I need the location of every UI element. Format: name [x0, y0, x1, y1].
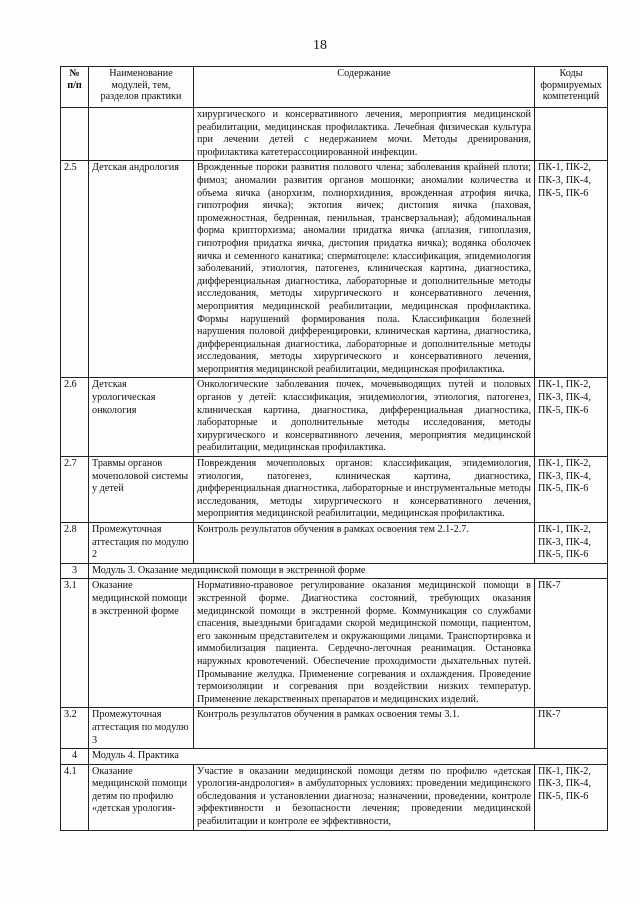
- row-codes: ПК-1, ПК-2, ПК-3, ПК-4, ПК-5, ПК-6: [535, 457, 608, 523]
- row-content: Врожденные пороки развития полового члена; заболевания крайней плоти; фимоз; аномалии развития органов мошонки; аномалии количества и объема яичка (анорхизм, полиорхидиния, врожденная атрофия яичка, гипотрофия яичка); эктопия яичек; дистопия яичка (паховая, промежностная, бедренная, пенильная, трансверзальная); абдоминальная форма крипторхизма; аномалии придатка яичка (аплазия, гипоплазия, гипотрофия придатка яичка, дистопия придатка яичка); водянка оболочек яичка и семенного канатика; сперматоцеле: классификация, эпидемиология заболеваний, этиология, патогенез, клиническая картина, диагностика, дифференциальная диагностика, лабораторные и дополнительные методы исследования, методы хирургического и консервативного лечения, мероприятия медицинской реабилитации, медицинская профилактика. Формы нарушений формирования пола. Классификация болезней нарушения половой дифференцировки, клиническая картина, диагностика, дифференциальная диагностика, лабораторные и дополнительные методы исследования, методы хирургического и консервативного лечения, мероприятия медицинской реабилитации, медицинская профилактика.: [194, 161, 535, 378]
- row-name: [89, 108, 194, 161]
- row-num: 3.1: [61, 579, 89, 708]
- table-row: [61, 708, 608, 749]
- row-content: Контроль результатов обучения в рамках освоения тем 2.1-2.7.: [194, 523, 535, 564]
- header-num: № п/п: [61, 67, 89, 108]
- row-name: Детская андрология: [89, 161, 194, 378]
- row-num: 2.8: [61, 523, 89, 564]
- row-content: Нормативно-правовое регулирование оказания медицинской помощи в экстренной форме. Диагностика состояний, требующих оказания медицинской помощи в экстренной форме. Коммуникация со службами спасения, выездными бригадами скорой медицинской помощи, пациентом, его законным представителем и окружающими лицами. Транспортировка и иммобилизация пациента. Сердечно-легочная реанимация. Остановка наружных кровотечений. Обеспечение проходимости дыхательных путей. Промывание желудка. Применение согревания и охлаждения. Проведение термоизоляции и согревания при воздействии низких температур. Применение лекарственных препаратов и медицинских изделий.: [194, 579, 535, 708]
- row-num: 4.1: [61, 764, 89, 830]
- section-title: Модуль 3. Оказание медицинской помощи в экстренной форме: [89, 563, 608, 579]
- row-num: 3.2: [61, 708, 89, 749]
- row-codes: ПК-7: [535, 579, 608, 708]
- row-content: Онкологические заболевания почек, мочевыводящих путей и половых органов у детей: классификация, эпидемиология, этиология, патогенез, клиническая картина, диагностика, дифференциальная диагностика, лабораторные и дополнительные методы исследования, методы хирургического и консервативного лечения, мероприятия медицинской реабилитации, медицинская профилактика.: [194, 378, 535, 457]
- row-name: Оказание медицинской помощи детям по профилю «детская урология-: [89, 764, 194, 830]
- row-num: [61, 108, 89, 161]
- row-num: 2.5: [61, 161, 89, 378]
- table-row: [61, 579, 608, 708]
- header-content: Содержание: [194, 67, 535, 108]
- row-content: хирургического и консервативного лечения, мероприятия медицинской реабилитации, медицинская профилактика. Лечебная физическая культура при лечении детей с недержанием мочи. Методы дренирования, профилактика катетерассоциированной инфекции.: [194, 108, 535, 161]
- row-codes: ПК-1, ПК-2, ПК-3, ПК-4, ПК-5, ПК-6: [535, 764, 608, 830]
- row-codes: [535, 108, 608, 161]
- row-num: 2.6: [61, 378, 89, 457]
- row-name: Детская урологическая онкология: [89, 378, 194, 457]
- row-name: Промежуточная аттестация по модулю 3: [89, 708, 194, 749]
- section-num: 4: [61, 749, 89, 765]
- table-row: [61, 161, 608, 378]
- row-codes: ПК-1, ПК-2, ПК-3, ПК-4, ПК-5, ПК-6: [535, 523, 608, 564]
- table-row: [61, 523, 608, 564]
- row-content: Контроль результатов обучения в рамках освоения темы 3.1.: [194, 708, 535, 749]
- header-name: Наименование модулей, тем, разделов практики: [89, 67, 194, 108]
- table-header-row: [61, 67, 608, 108]
- table-row: [61, 378, 608, 457]
- curriculum-table: [60, 66, 608, 831]
- row-codes: ПК-7: [535, 708, 608, 749]
- table-row: [61, 764, 608, 830]
- section-title: Модуль 4. Практика: [89, 749, 608, 765]
- row-num: 2.7: [61, 457, 89, 523]
- row-codes: ПК-1, ПК-2, ПК-3, ПК-4, ПК-5, ПК-6: [535, 378, 608, 457]
- header-codes: Коды формируемых компетенций: [535, 67, 608, 108]
- row-content: Участие в оказании медицинской помощи детям по профилю «детская урология-андрология» в амбулаторных условиях: проведении медицинского обследования и установлении диагноза; назначении, проведении, контроле эффективности и безопасности лечения; проведении медицинской реабилитации и контроле ее эффективности,: [194, 764, 535, 830]
- section-num: 3: [61, 563, 89, 579]
- section-row-module-4: [61, 749, 608, 765]
- row-name: Промежуточная аттестация по модулю 2: [89, 523, 194, 564]
- row-name: Оказание медицинской помощи в экстренной форме: [89, 579, 194, 708]
- row-name: Травмы органов мочеполовой системы у детей: [89, 457, 194, 523]
- row-content: Повреждения мочеполовых органов: классификация, эпидемиология, этиология, патогенез, клиническая картина, диагностика, дифференциальная диагностика, лабораторные и инструментальные методы исследования, методы хирургического и консервативного лечения, мероприятия медицинской реабилитации, медицинская профилактика.: [194, 457, 535, 523]
- row-codes: ПК-1, ПК-2, ПК-3, ПК-4, ПК-5, ПК-6: [535, 161, 608, 378]
- page-number: 18: [313, 38, 327, 53]
- table-row: [61, 457, 608, 523]
- section-row-module-3: [61, 563, 608, 579]
- table-row: [61, 108, 608, 161]
